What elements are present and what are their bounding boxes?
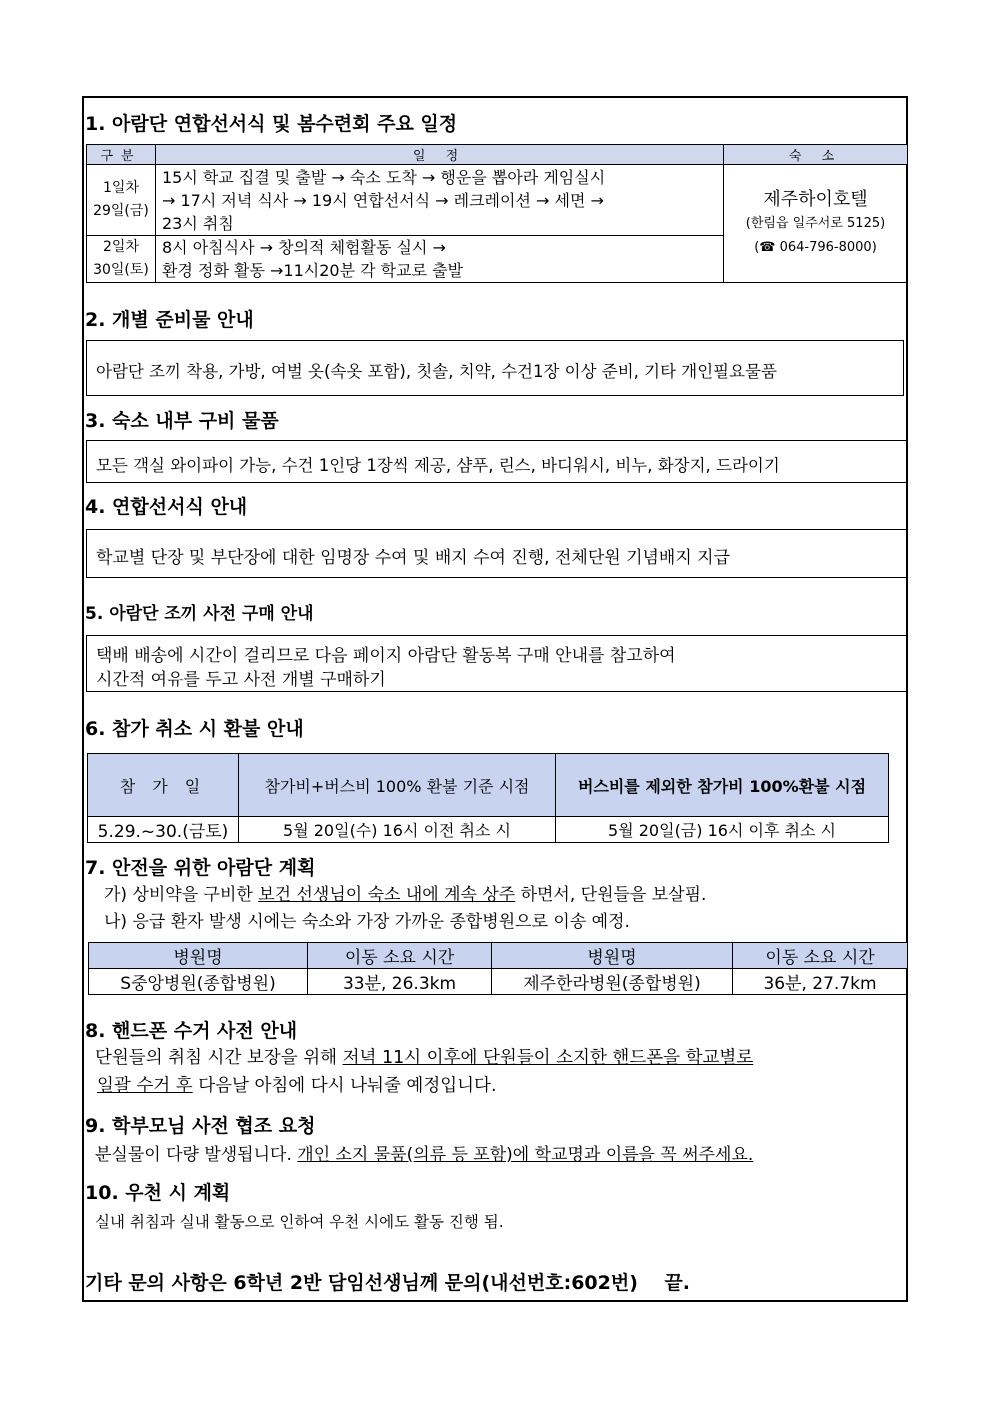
hospital-name: 제주한라병원(종합병원): [492, 969, 733, 995]
section-8-emphasis: 저녁 11시 이후에 단원들이 소지한 핸드폰을 학교별로: [342, 1048, 754, 1068]
section-9-emphasis: 개인 소지 물품(의류 등 포함)에 학교명과 이름을 꼭 써주세요.: [297, 1145, 754, 1165]
section-4-title: 4. 연합선서식 안내: [85, 496, 248, 518]
section-8-emphasis: 일괄 수거 후: [97, 1076, 193, 1096]
hospital-travel-time: 36분, 27.7km: [733, 969, 908, 995]
lodging-address: (한림읍 일주서로 5125): [745, 216, 886, 231]
refund-header-full: 참가비+버스비 100% 환불 기준 시점: [239, 754, 556, 817]
footer-note: 기타 문의 사항은 6학년 2반 담임선생님께 문의(내선번호:602번) 끝.: [85, 1272, 690, 1294]
day-label: 2일차: [103, 239, 139, 255]
section-3-title: 3. 숙소 내부 구비 물품: [85, 410, 279, 432]
hospital-row: [89, 969, 908, 995]
refund-table: [87, 753, 889, 843]
section-2-box: [86, 340, 904, 396]
header-category: 구분: [87, 145, 156, 165]
section-10-text: 실내 취침과 실내 활동으로 인하여 우천 시에도 활동 진행 됨.: [95, 1213, 504, 1231]
header-lodging: 숙 소: [724, 145, 908, 165]
section-7-item-b: 나) 응급 환자 발생 시에는 숙소와 가장 가까운 종합병원으로 이송 예정.: [104, 912, 630, 932]
section-7-item-a: 가) 상비약을 구비한 보건 선생님이 숙소 내에 계속 상주 하면서, 단원들을 보살핌.: [104, 885, 707, 905]
hospital-table: [88, 942, 908, 995]
section-3-box: [86, 440, 908, 483]
date-label: 29일(금): [93, 203, 149, 219]
section-5-line-2: 시간적 여유를 두고 사전 개별 구매하기: [96, 670, 386, 690]
header-schedule: 일 정: [156, 145, 724, 165]
section-2-text: 아람단 조끼 착용, 가방, 여벌 옷(속옷 포함), 칫솔, 치약, 수건1장 이상 준비, 기타 개인필요물품: [96, 362, 777, 381]
section-9-text: 분실물이 다량 발생됩니다. 개인 소지 물품(의류 등 포함)에 학교명과 이름을 꼭 써주세요.: [95, 1145, 754, 1165]
section-2-title: 2. 개별 준비물 안내: [85, 309, 254, 331]
refund-header-partial: 버스비를 제외한 참가비 100%환불 시점: [556, 754, 889, 817]
hospital-header-name: 병원명: [492, 943, 733, 969]
hospital-name: S중앙병원(종합병원): [89, 969, 308, 995]
section-6-title: 6. 참가 취소 시 환불 안내: [85, 718, 304, 740]
schedule-line: 환경 정화 활동 →11시20분 각 학교로 출발: [162, 261, 464, 280]
schedule-line: 15시 학교 집결 및 출발 → 숙소 도착 → 행운을 뽑아라 게임실시: [162, 167, 606, 187]
section-8-line-1: 단원들의 취침 시간 보장을 위해 저녁 11시 이후에 단원들이 소지한 핸드폰을 학교별로: [95, 1048, 754, 1068]
schedule-line: 23시 취침: [162, 213, 234, 233]
lodging-name: 제주하이호텔: [763, 189, 868, 210]
section-1-title: 1. 아람단 연합선서식 및 봄수련회 주요 일정: [85, 113, 458, 135]
section-7-title: 7. 안전을 위한 아람단 계획: [85, 857, 316, 879]
lodging-phone: (☎ 064-796-8000): [754, 240, 877, 255]
section-8-title: 8. 핸드폰 수거 사전 안내: [85, 1020, 298, 1042]
schedule-line: 8시 아침식사 → 창의적 체험활동 실시 →: [162, 238, 446, 257]
day-label: 1일차: [103, 180, 139, 196]
date-label: 30일(토): [93, 262, 149, 278]
refund-full-value: 5월 20일(수) 16시 이전 취소 시: [239, 817, 556, 843]
refund-partial-value: 5월 20일(금) 16시 이후 취소 시: [556, 817, 889, 843]
hospital-travel-time: 33분, 26.3km: [308, 969, 492, 995]
refund-date: 5.29.~30.(금토): [88, 817, 239, 843]
refund-header-date: 참 가 일: [88, 754, 239, 817]
section-5-box: [86, 635, 908, 692]
hospital-header-name: 병원명: [89, 943, 308, 969]
section-4-box: [86, 529, 908, 578]
section-3-text: 모든 객실 와이파이 가능, 수건 1인당 1장씩 제공, 샴푸, 린스, 바디워시, 비누, 화장지, 드라이기: [96, 456, 780, 475]
section-9-title: 9. 학부모님 사전 협조 요청: [85, 1115, 316, 1137]
section-8-line-2: 일괄 수거 후 다음날 아침에 다시 나눠줄 예정입니다.: [97, 1076, 497, 1096]
section-5-title: 5. 아람단 조끼 사전 구매 안내: [85, 604, 314, 624]
schedule-line: → 17시 저녁 식사 → 19시 연합선서식 → 레크레이션 → 세면 →: [162, 190, 604, 210]
section-7-item-a-emphasis: 보건 선생님이 숙소 내에 계속 상주: [258, 885, 516, 905]
schedule-row: [87, 165, 908, 236]
section-5-line-1: 택배 배송에 시간이 걸리므로 다음 페이지 아람단 활동복 구매 안내를 참고하여: [96, 646, 676, 666]
hospital-header-time: 이동 소요 시간: [733, 943, 908, 969]
hospital-header-time: 이동 소요 시간: [308, 943, 492, 969]
schedule-table: [86, 144, 908, 283]
refund-row: [88, 817, 889, 843]
section-4-text: 학교별 단장 및 부단장에 대한 임명장 수여 및 배지 수여 진행, 전체단원 기념배지 지급: [96, 548, 731, 568]
section-10-title: 10. 우천 시 계획: [85, 1182, 231, 1204]
